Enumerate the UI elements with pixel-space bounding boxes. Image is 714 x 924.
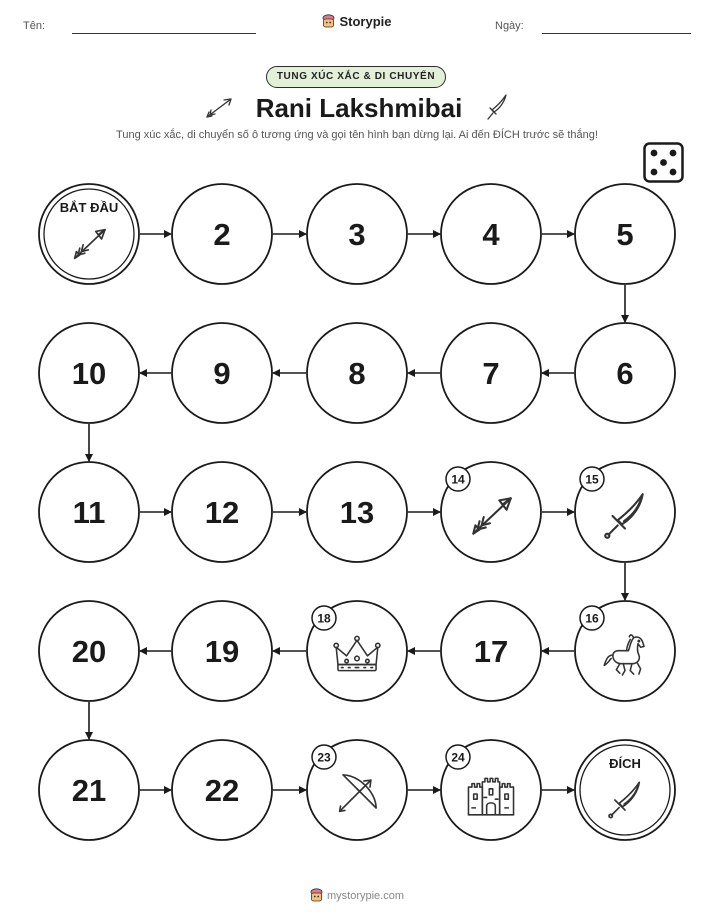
space-number: 11 bbox=[72, 495, 106, 530]
space-number: 22 bbox=[204, 773, 240, 808]
board-space-9 bbox=[172, 323, 272, 423]
board-space-2 bbox=[172, 184, 272, 284]
board-space-25 bbox=[575, 740, 675, 840]
space-number: 6 bbox=[616, 356, 634, 391]
space-number-badge: 14 bbox=[451, 472, 465, 487]
space-number: 3 bbox=[348, 217, 366, 252]
page-title: Rani Lakshmibai bbox=[255, 92, 463, 123]
board-space-18 bbox=[307, 601, 407, 701]
space-number: 5 bbox=[616, 217, 634, 252]
space-number: 20 bbox=[71, 634, 107, 669]
board-space-24 bbox=[441, 740, 541, 840]
instructions: Tung xúc xắc, di chuyển số ô tương ứng và gọi tên hình bạn dừng lại. Ai đến ĐÍCH trước sẽ thắng! bbox=[116, 129, 598, 141]
activity-tag: TUNG XÚC XẮC & DI CHUYỂN bbox=[266, 66, 446, 88]
space-number: 10 bbox=[71, 356, 107, 391]
space-number-badge: 18 bbox=[317, 611, 331, 626]
storypie-logo-icon bbox=[310, 888, 323, 903]
board-space-21 bbox=[39, 740, 139, 840]
footer bbox=[0, 888, 714, 908]
name-label: Tên: bbox=[23, 20, 46, 32]
start-label: BẮT ĐẦU bbox=[59, 200, 119, 215]
board-space-5 bbox=[575, 184, 675, 284]
space-number: 12 bbox=[204, 495, 240, 530]
finish-label: ĐÍCH bbox=[609, 756, 641, 771]
date-label: Ngày: bbox=[495, 20, 524, 32]
space-number: 8 bbox=[348, 356, 366, 391]
brand-name: Storypie bbox=[339, 14, 392, 29]
board-space-1 bbox=[39, 184, 139, 284]
space-number: 7 bbox=[482, 356, 500, 391]
space-number: 2 bbox=[213, 217, 231, 252]
space-number: 17 bbox=[473, 634, 509, 669]
board-space-19 bbox=[172, 601, 272, 701]
board-space-22 bbox=[172, 740, 272, 840]
board-space-11 bbox=[39, 462, 139, 562]
board-space-12 bbox=[172, 462, 272, 562]
space-number: 9 bbox=[213, 356, 231, 391]
board-space-16 bbox=[575, 601, 675, 701]
board-space-6 bbox=[575, 323, 675, 423]
board-space-14 bbox=[441, 462, 541, 562]
space-number: 4 bbox=[482, 217, 500, 252]
space-number-badge: 15 bbox=[585, 472, 599, 487]
board-space-23 bbox=[307, 740, 407, 840]
board-space-7 bbox=[441, 323, 541, 423]
space-number-badge: 16 bbox=[585, 611, 599, 626]
space-number: 21 bbox=[71, 773, 107, 808]
board-space-3 bbox=[307, 184, 407, 284]
space-number: 13 bbox=[339, 495, 375, 530]
board-space-4 bbox=[441, 184, 541, 284]
space-number: 19 bbox=[204, 634, 240, 669]
space-number-badge: 24 bbox=[451, 750, 465, 765]
board-space-8 bbox=[307, 323, 407, 423]
footer-site: mystorypie.com bbox=[326, 889, 405, 902]
board-space-15 bbox=[575, 462, 675, 562]
board-space-10 bbox=[39, 323, 139, 423]
board-space-20 bbox=[39, 601, 139, 701]
board-space-13 bbox=[307, 462, 407, 562]
space-number-badge: 23 bbox=[317, 750, 331, 765]
board-space-17 bbox=[441, 601, 541, 701]
